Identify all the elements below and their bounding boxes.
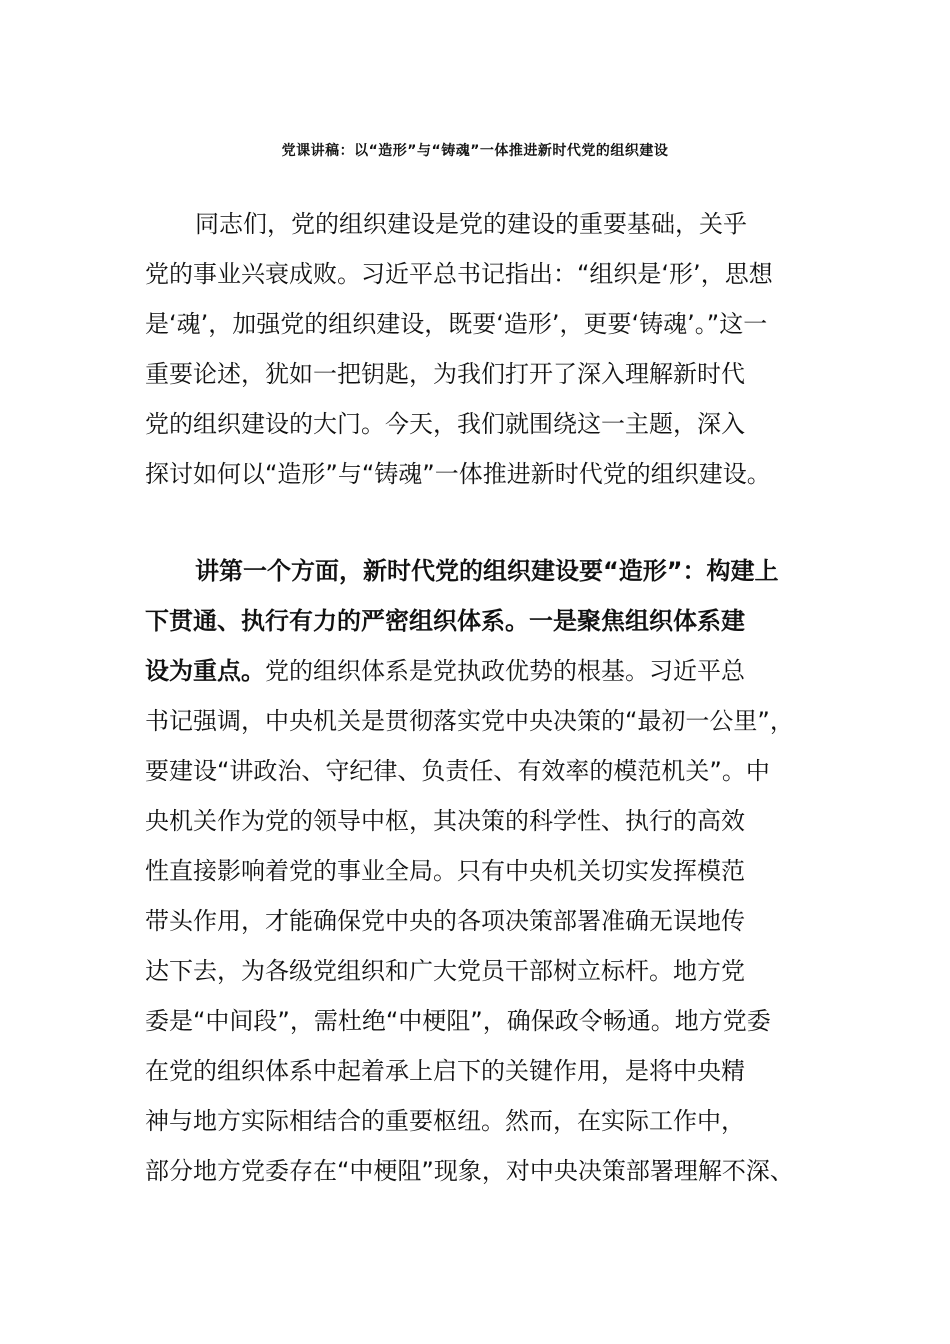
text-line: 神与地方实际相结合的重要枢纽。然而，在实际工作中， [145,1107,745,1135]
text-line: 央机关作为党的领导中枢，其决策的科学性、执行的高效 [145,807,745,835]
text-line: 达下去，为各级党组织和广大党员干部树立标杆。地方党 [145,957,745,985]
text-line: 党的组织建设的大门。今天，我们就围绕这一主题，深入 [145,410,745,438]
text-line: 探讨如何以“造形”与“铸魂”一体推进新时代党的组织建设。 [145,460,771,488]
mixed-line [145,646,825,696]
subheading-text: 设为重点。 [145,657,265,685]
text-line: 部分地方党委存在“中梗阻”现象，对中央决策部署理解不深、 [145,1157,794,1185]
text-line: 性直接影响着党的事业全局。只有中央机关切实发挥模范 [145,857,745,885]
section-heading-line: 下贯通、执行有力的严密组织体系。一是聚焦组织体系建 [145,607,745,635]
text-line: 同志们，党的组织建设是党的建设的重要基础，关乎 [195,210,747,238]
section-one-paragraph [145,546,825,1196]
text-line: 委是“中间段”，需杜绝“中梗阻”，确保政令畅通。地方党委 [145,1007,771,1035]
text-line: 党的事业兴衰成败。习近平总书记指出：“组织是‘形’，思想 [145,260,773,288]
text-line: 书记强调，中央机关是贯彻落实党中央决策的“最初一公里”， [145,707,794,735]
section-heading-line: 讲第一个方面，新时代党的组织建设要“造形”：构建上 [195,557,779,585]
text-line: 要建设“讲政治、守纪律、负责任、有效率的模范机关”。中 [145,757,770,785]
intro-paragraph [145,199,825,499]
text-line: 在党的组织体系中起着承上启下的关键作用，是将中央精 [145,1057,745,1085]
body-text: 党的组织体系是党执政优势的根基。习近平总 [265,657,745,685]
document-title: 党课讲稿：以“造形”与“铸魂”一体推进新时代党的组织建设 [281,143,669,159]
text-line: 重要论述，犹如一把钥匙，为我们打开了深入理解新时代 [145,360,745,388]
text-line: 带头作用，才能确保党中央的各项决策部署准确无误地传 [145,907,745,935]
text-line: 是‘魂’，加强党的组织建设，既要‘造形’，更要‘铸魂’。”这一 [145,310,768,338]
